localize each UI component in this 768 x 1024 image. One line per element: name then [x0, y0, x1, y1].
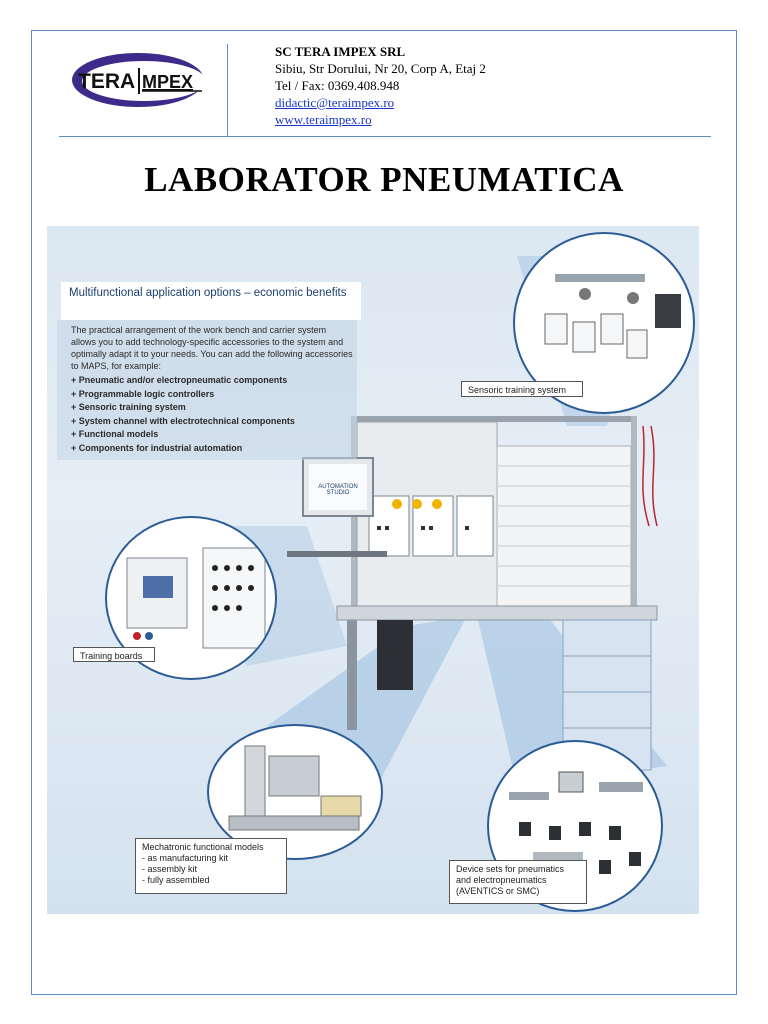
list-item: + System channel with electrotechnical components	[71, 415, 353, 429]
training-boards-callout: Training boards	[73, 647, 155, 662]
header-divider-horizontal	[59, 136, 711, 137]
email-link[interactable]: didactic@teraimpex.ro	[275, 95, 395, 110]
company-info	[275, 43, 486, 128]
options-list	[71, 374, 353, 455]
mechatronic-line: - assembly kit	[142, 864, 198, 874]
device-sets-line: and electropneumatics	[456, 875, 547, 885]
company-address: Sibiu, Str Dorului, Nr 20, Corp A, Etaj 2	[275, 61, 486, 76]
svg-text:TERA: TERA	[78, 70, 136, 93]
mechatronic-line: - fully assembled	[142, 875, 210, 885]
list-item: + Functional models	[71, 428, 353, 442]
device-sets-line: (AVENTICS or SMC)	[456, 886, 540, 896]
tera-impex-logo	[66, 44, 221, 116]
device-sets-line: Device sets for pneumatics	[456, 864, 565, 874]
intro-text: The practical arrangement of the work bench and carrier system allows you to add technology-specific accessories to the system and optimally adapt it to your needs. You can add the following accessories to MAPS, for example:	[71, 325, 353, 371]
info-text	[71, 324, 353, 455]
company-name: SC TERA IMPEX SRL	[275, 44, 406, 59]
device-sets-callout	[449, 860, 587, 904]
company-phone: Tel / Fax: 0369.408.948	[275, 78, 400, 93]
mechatronic-line: - as manufacturing kit	[142, 853, 229, 863]
svg-text:MPEX: MPEX	[142, 72, 194, 92]
product-poster	[47, 226, 699, 914]
page-title: LABORATOR PNEUMATICA	[144, 160, 624, 199]
mechatronic-callout	[135, 838, 287, 894]
sensoric-callout: Sensoric training system	[461, 381, 583, 397]
mechatronic-line: Mechatronic functional models	[142, 842, 264, 852]
website-link[interactable]: www.teraimpex.ro	[275, 112, 372, 127]
list-item: + Pneumatic and/or electropneumatic components	[71, 374, 353, 388]
poster-heading: Multifunctional application options – economic benefits	[61, 282, 361, 320]
list-item: + Components for industrial automation	[71, 442, 353, 456]
list-item: + Sensoric training system	[71, 401, 353, 415]
list-item: + Programmable logic controllers	[71, 388, 353, 402]
monitor-screen-label: AUTOMATION STUDIO	[318, 484, 358, 496]
header-divider-vertical	[227, 44, 228, 136]
